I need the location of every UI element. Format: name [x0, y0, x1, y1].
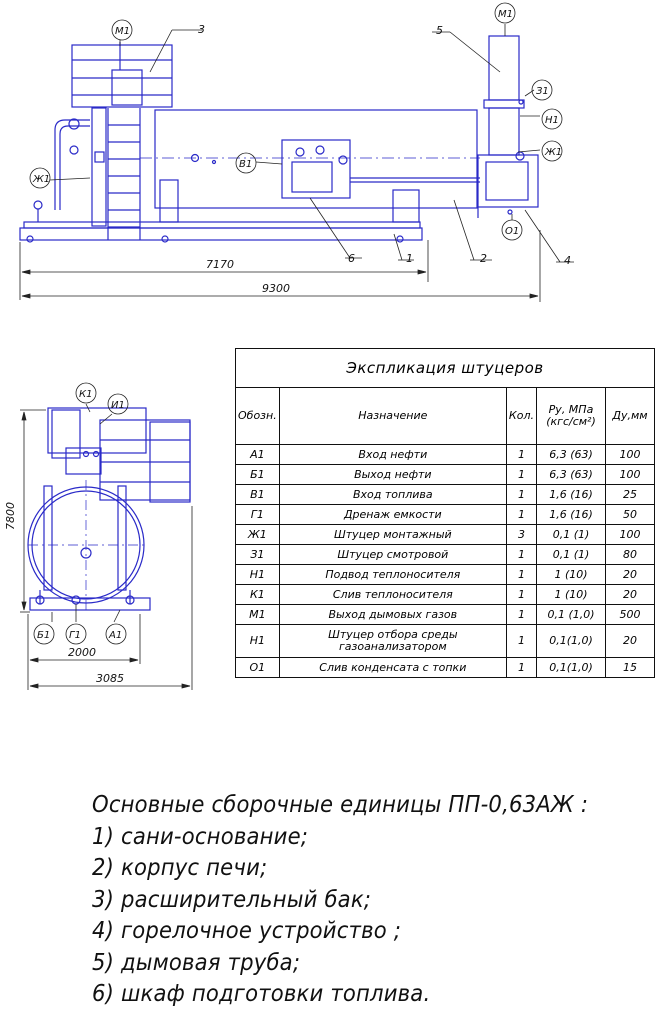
cell-code: Г1	[236, 505, 280, 525]
marker-zh1-left: Ж1	[33, 174, 51, 185]
cell-code: Н1	[236, 565, 280, 585]
header-purpose: Назначение	[279, 388, 506, 445]
cell-purpose: Выход нефти	[279, 465, 506, 485]
table-row	[236, 605, 655, 625]
header-pressure	[537, 388, 606, 445]
header-code: Обозн.	[236, 388, 280, 445]
cell-pressure: 0,1 (1,0)	[537, 605, 606, 625]
marker-o1: О1	[505, 226, 520, 237]
cell-pressure: 1,6 (16)	[537, 485, 606, 505]
cell-code: А1	[236, 445, 280, 465]
note-item: 6) шкаф подготовки топлива.	[92, 981, 431, 1007]
table-row	[236, 445, 655, 465]
cell-qty: 1	[506, 658, 536, 678]
dim-3085: 3085	[96, 672, 124, 685]
callout-5: 5	[436, 24, 443, 37]
nozzle-table	[235, 348, 655, 678]
cell-qty: 1	[506, 625, 536, 658]
cell-qty: 1	[506, 545, 536, 565]
marker-zh1-right: Ж1	[545, 147, 563, 158]
marker-z1: З1	[536, 86, 549, 97]
cell-purpose: Слив теплоносителя	[279, 585, 506, 605]
cell-code: К1	[236, 585, 280, 605]
table-row	[236, 525, 655, 545]
dim-2000: 2000	[68, 646, 96, 659]
callout-3: 3	[198, 23, 205, 36]
cell-qty: 1	[506, 485, 536, 505]
cell-pressure: 1 (10)	[537, 565, 606, 585]
cell-dn: 15	[606, 658, 655, 678]
note-item: 5) дымовая труба;	[92, 949, 301, 976]
table-body	[236, 445, 655, 678]
cell-purpose: Штуцер отбора среды газоанализатором	[279, 625, 506, 658]
assembly-notes	[92, 790, 588, 1011]
dim-7170: 7170	[206, 258, 234, 271]
cell-pressure: 0,1 (1)	[537, 525, 606, 545]
marker-i1: И1	[111, 400, 125, 411]
callout-4: 4	[564, 254, 571, 267]
cell-pressure: 0,1 (1)	[537, 545, 606, 565]
cell-qty: 1	[506, 505, 536, 525]
cell-code: В1	[236, 485, 280, 505]
cell-dn: 100	[606, 525, 655, 545]
cell-dn: 20	[606, 565, 655, 585]
cell-dn: 25	[606, 485, 655, 505]
cell-purpose: Вход нефти	[279, 445, 506, 465]
cell-qty: 1	[506, 445, 536, 465]
cell-dn: 20	[606, 625, 655, 658]
callout-6: 6	[348, 252, 355, 265]
cell-purpose: Штуцер монтажный	[279, 525, 506, 545]
cell-pressure: 1,6 (16)	[537, 505, 606, 525]
note-item: 1) сани-основание;	[92, 823, 309, 850]
table-row	[236, 565, 655, 585]
marker-k1: К1	[79, 389, 93, 400]
cell-code: З1	[236, 545, 280, 565]
marker-a1: А1	[109, 630, 123, 641]
cell-qty: 3	[506, 525, 536, 545]
cell-pressure: 1 (10)	[537, 585, 606, 605]
table-row	[236, 585, 655, 605]
header-dn: Ду,мм	[606, 388, 655, 445]
marker-m1-left: М1	[115, 26, 130, 37]
cell-dn: 50	[606, 505, 655, 525]
header-qty: Кол.	[506, 388, 536, 445]
cell-purpose: Штуцер смотровой	[279, 545, 506, 565]
cell-purpose: Подвод теплоносителя	[279, 565, 506, 585]
header-pressure-line1: Ру, МПа	[548, 403, 594, 416]
cell-code: О1	[236, 658, 280, 678]
table-row	[236, 658, 655, 678]
chimney	[489, 36, 519, 100]
marker-g1: Г1	[69, 630, 81, 641]
marker-n1: Н1	[545, 115, 559, 126]
expansion-tank	[72, 45, 172, 107]
dim-7800: 7800	[4, 502, 17, 530]
cell-code: Б1	[236, 465, 280, 485]
cell-code: М1	[236, 605, 280, 625]
furnace-body	[155, 110, 477, 208]
table-row	[236, 465, 655, 485]
table-row	[236, 625, 655, 658]
cell-dn: 80	[606, 545, 655, 565]
side-view	[28, 408, 190, 612]
dim-9300: 9300	[262, 282, 290, 295]
callout-1: 1	[406, 252, 413, 265]
cell-pressure: 6,3 (63)	[537, 445, 606, 465]
cell-dn: 100	[606, 465, 655, 485]
burner-unit	[478, 155, 538, 207]
cell-dn: 20	[606, 585, 655, 605]
cell-code: Н1	[236, 625, 280, 658]
note-item: 2) корпус печи;	[92, 855, 268, 881]
table-row	[236, 545, 655, 565]
front-view	[20, 36, 538, 242]
cell-dn: 100	[606, 445, 655, 465]
cell-purpose: Выход дымовых газов	[279, 605, 506, 625]
table-row	[236, 485, 655, 505]
marker-v1: В1	[239, 159, 253, 170]
cell-pressure: 0,1(1,0)	[537, 658, 606, 678]
cell-dn: 500	[606, 605, 655, 625]
cell-purpose: Вход топлива	[279, 485, 506, 505]
cell-qty: 1	[506, 565, 536, 585]
callout-2: 2	[480, 252, 487, 265]
notes-title: Основные сборочные единицы ПП-0,63АЖ :	[92, 792, 589, 818]
cell-purpose: Дренаж емкости	[279, 505, 506, 525]
cell-qty: 1	[506, 585, 536, 605]
cell-qty: 1	[506, 465, 536, 485]
note-item: 3) расширительный бак;	[92, 886, 372, 913]
cell-code: Ж1	[236, 525, 280, 545]
cell-pressure: 6,3 (63)	[537, 465, 606, 485]
cell-purpose: Слив конденсата с топки	[279, 658, 506, 678]
cell-pressure: 0,1(1,0)	[537, 625, 606, 658]
note-item: 4) горелочное устройство ;	[92, 918, 402, 944]
table-caption: Экспликация штуцеров	[236, 349, 655, 388]
marker-b1: Б1	[37, 630, 51, 641]
table-row	[236, 505, 655, 525]
header-pressure-line2: (кгс/см²)	[546, 415, 596, 428]
cell-qty: 1	[506, 605, 536, 625]
marker-m1-right: М1	[498, 9, 513, 20]
ladder	[108, 108, 140, 240]
skid-base	[20, 228, 422, 240]
